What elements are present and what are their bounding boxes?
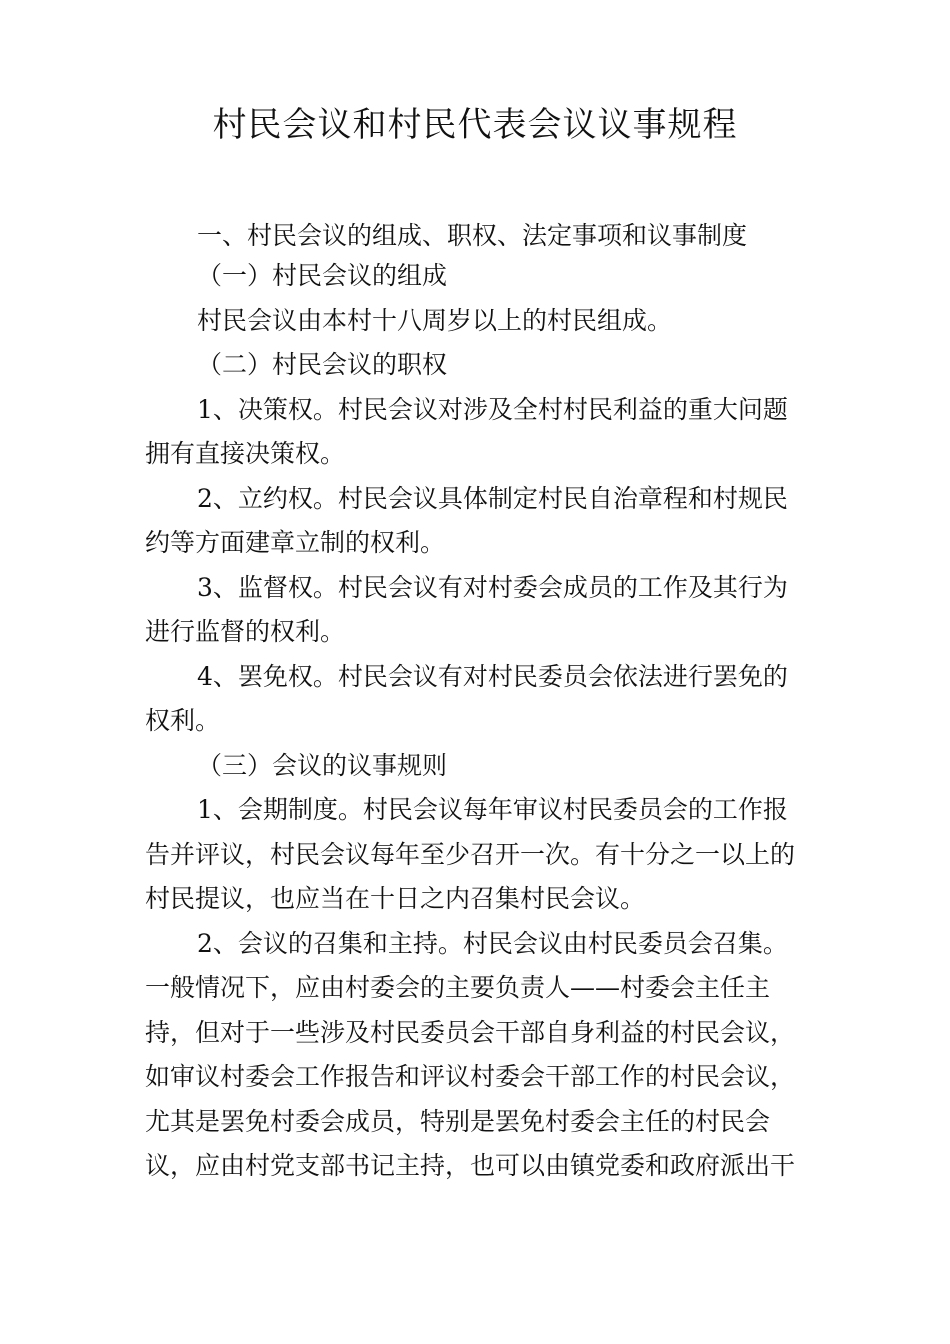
paragraph-line: 议，应由村党支部书记主持，也可以由镇党委和政府派出干 [145,1151,796,1180]
paragraph-line: 1、会期制度。村民会议每年审议村民委员会的工作报 [197,795,788,824]
paragraph-line: 进行监督的权利。 [145,617,346,646]
document-title: 村民会议和村民代表会议议事规程 [212,105,738,145]
paragraph-line: 村民提议，也应当在十日之内召集村民会议。 [145,884,646,913]
paragraph-line: 约等方面建章立制的权利。 [145,528,446,557]
paragraph-line: 拥有直接决策权。 [145,439,346,468]
subsection-heading-rules: （三）会议的议事规则 [197,751,448,780]
paragraph-line: 如审议村委会工作报告和评议村委会干部工作的村民会议， [145,1062,796,1091]
paragraph-line: 一般情况下，应由村委会的主要负责人——村委会主任主 [145,973,771,1002]
paragraph-line: 1、决策权。村民会议对涉及全村村民利益的重大问题 [197,395,788,424]
paragraph-line: 持，但对于一些涉及村民委员会干部自身利益的村民会议， [145,1018,796,1047]
paragraph-line: 2、立约权。村民会议具体制定村民自治章程和村规民 [197,484,788,513]
subsection-heading-powers: （二）村民会议的职权 [197,350,448,379]
paragraph-line: 权利。 [145,706,221,735]
paragraph-line: 告并评议，村民会议每年至少召开一次。有十分之一以上的 [145,840,796,869]
paragraph-line: 4、罢免权。村民会议有对村民委员会依法进行罢免的 [197,662,788,691]
paragraph-line: 2、会议的召集和主持。村民会议由村民委员会召集。 [197,929,788,958]
section-heading-1: 一、村民会议的组成、职权、法定事项和议事制度 [197,221,748,250]
subsection-heading-composition: （一）村民会议的组成 [197,261,448,290]
paragraph-line: 村民会议由本村十八周岁以上的村民组成。 [197,306,673,335]
paragraph-line: 尤其是罢免村委会成员，特别是罢免村委会主任的村民会 [145,1107,771,1136]
paragraph-line: 3、监督权。村民会议有对村委会成员的工作及其行为 [197,573,788,602]
